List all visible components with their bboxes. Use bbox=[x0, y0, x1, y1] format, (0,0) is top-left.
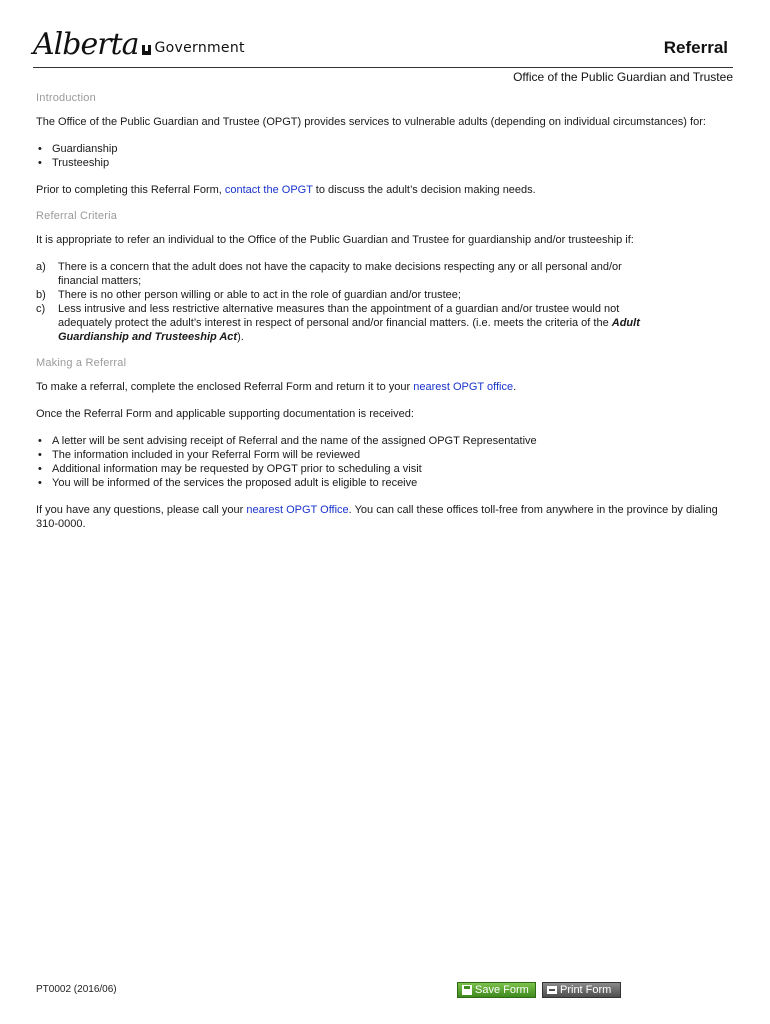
print-form-label: Print Form bbox=[560, 984, 612, 996]
making-paragraph-2: Once the Referral Form and applicable supporting documentation is received: bbox=[36, 408, 414, 420]
list-item: • A letter will be sent advising receipt of Referral and the name of the assigned OPGT Representative bbox=[36, 434, 736, 448]
section-heading-making-referral: Making a Referral bbox=[36, 357, 127, 369]
save-form-label: Save Form bbox=[475, 984, 529, 996]
floppy-disk-icon bbox=[462, 985, 472, 995]
prior-paragraph: Prior to completing this Referral Form, contact the OPGT to discuss the adult’s decision making needs. bbox=[36, 184, 536, 196]
document-body bbox=[36, 92, 736, 544]
logo-government-text: Government bbox=[154, 40, 245, 56]
making-paragraph-1: To make a referral, complete the enclosed Referral Form and return it to your nearest OPGT office. bbox=[36, 381, 517, 393]
page-subtitle: Office of the Public Guardian and Trustee bbox=[513, 70, 733, 84]
form-code: PT0002 (2016/06) bbox=[36, 984, 117, 995]
criteria-item-c: c) Less intrusive and less restrictive alternative measures than the appointment of a guardian and/or trustee would not adequately protect the adult’s interest in respect of personal and/or financial matters. (i.e. meets the criteria of the Adult Guardianship and Trusteeship Act). bbox=[36, 303, 640, 343]
section-heading-criteria: Referral Criteria bbox=[36, 210, 118, 222]
making-bullet-list bbox=[36, 434, 736, 490]
criteria-paragraph: It is appropriate to refer an individual to the Office of the Public Guardian and Trustee for guardianship and/or trusteeship if: bbox=[36, 234, 634, 246]
logo-mark-icon bbox=[142, 45, 151, 55]
act-name: Adult Guardianship and Trusteeship Act bbox=[58, 317, 640, 343]
list-item: • The information included in your Referral Form will be reviewed bbox=[36, 448, 736, 462]
nearest-office-link[interactable]: nearest OPGT office bbox=[413, 381, 514, 393]
save-form-button[interactable] bbox=[457, 982, 536, 998]
contact-opgt-link[interactable]: contact the OPGT bbox=[224, 184, 313, 196]
criteria-item-b: b) There is no other person willing or able to act in the role of guardian and/or trustee; bbox=[36, 289, 461, 301]
section-heading-introduction: Introduction bbox=[36, 92, 96, 104]
printer-icon bbox=[547, 986, 557, 994]
intro-paragraph: The Office of the Public Guardian and Trustee (OPGT) provides services to vulnerable adults (depending on individual circumstances) for: bbox=[36, 116, 706, 128]
list-item: • Guardianship bbox=[36, 142, 736, 156]
page-title: Referral bbox=[663, 38, 728, 57]
print-form-button[interactable] bbox=[542, 982, 621, 998]
logo-wordmark: Alberta bbox=[33, 27, 139, 62]
page-header bbox=[33, 28, 733, 72]
list-item: • You will be informed of the services the proposed adult is eligible to receive bbox=[36, 476, 736, 490]
intro-bullet-list bbox=[36, 142, 736, 170]
list-item: • Additional information may be requested by OPGT prior to scheduling a visit bbox=[36, 462, 736, 476]
criteria-list bbox=[36, 260, 736, 344]
alberta-government-logo bbox=[33, 28, 245, 62]
criteria-item-a: a) There is a concern that the adult does not have the capacity to make decisions respecting any or all personal and/or financial matters; bbox=[36, 261, 622, 287]
list-item: • Trusteeship bbox=[36, 156, 736, 170]
nearest-office-link-2[interactable]: nearest OPGT Office bbox=[246, 504, 349, 516]
header-divider bbox=[33, 67, 733, 68]
making-paragraph-3: If you have any questions, please call your nearest OPGT Office. You can call these offices toll-free from anywhere in the province by dialing 310-0000. bbox=[36, 504, 718, 530]
